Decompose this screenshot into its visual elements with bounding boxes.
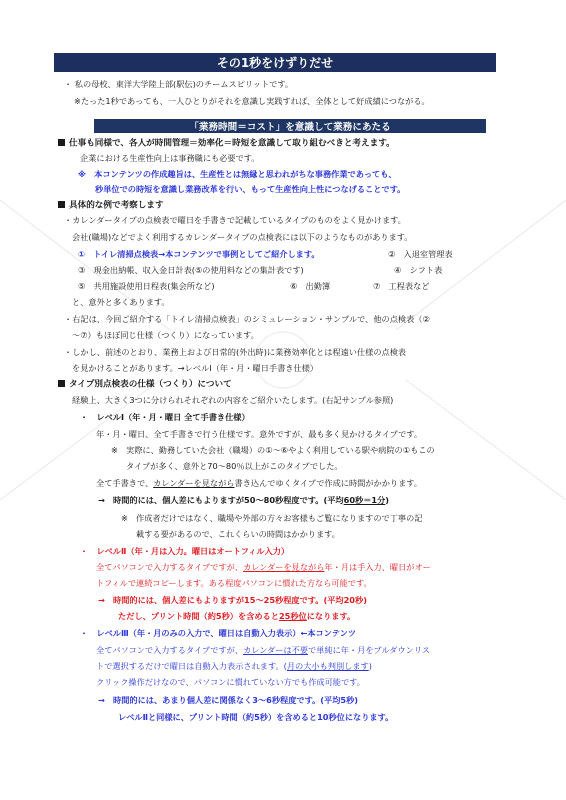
list-item-1: ① トイレ清掃点検表→本コンテンツで事例としてご紹介します。: [78, 249, 320, 259]
list-summary: と、意外と多くあります。: [72, 297, 170, 307]
level-3-heading: ・ レベルⅢ（年・月のみの入力で、曜日は自動入力表示）←本コンテンツ: [80, 628, 357, 638]
para-however-1: ・しかし、前述のとおり、業務上および日常的(外出時)に業務効率化とは程遠い仕様の点検表: [64, 347, 407, 357]
square-bullet-icon: [58, 380, 65, 387]
level-2-desc-2: トフィルで連続コピーします。ある程度パソコンに慣れた方なら可能です。: [96, 578, 372, 588]
level-1-desc-2: 全て手書きで、カレンダーを見ながら書き込んでゆくタイプで作成に時間がかかります。: [96, 478, 422, 488]
para-sample-2: ～⑦）もほぼ同じ仕様（つくり）になっています。: [72, 330, 259, 340]
level-1-note-2: タイプが多く、意外と70～80％以上がこのタイプでした。: [126, 461, 343, 471]
para-however-2: を見かけることがあります。→レベルⅠ（年・月・曜日手書き仕様）: [72, 363, 319, 373]
level-2-time: → 時間的には、個人差にもよりますが15～25秒程度です。(平均20秒): [98, 595, 367, 605]
note-purpose-1: ※ 本コンテンツの作成趣旨は、生産性とは無縁と思われがちな事務作業であっても、: [78, 169, 397, 179]
level-2-print-time: ただし、プリント時間（約5秒）を含めると25秒位になります。: [118, 611, 356, 621]
level-1-note-1: ※ 実際に、勤務していた会社（職場）の①～⑥やよく利用している駅や病院の①もこの: [111, 445, 435, 455]
para-calendar-1: ・カレンダータイプの点検表で曜日を手書きで記載しているタイプのものをよく見かけます。: [64, 215, 406, 225]
square-bullet-icon: [58, 201, 65, 208]
heading-type-specs: タイプ別点検表の仕様（つくり）について: [58, 380, 232, 389]
para-sample-1: ・右記は、今回ご紹介する「トイレ清掃点検表」のシミュレーション・サンプルで、他の点検表（②: [64, 314, 430, 324]
heading-examples: 具体的な例で考察します: [58, 201, 164, 210]
level-1-desc-1: 年・月・曜日、全て手書きで行う仕様です。意外ですが、最も多く見かけるタイプです。: [96, 429, 423, 439]
level-1-note-4: 載する要があるので、これくらいの時間はかかります。: [136, 529, 340, 539]
level-3-desc-2: トで選択するだけで曜日は自動入力表示されます。(月の大小も判別します): [96, 661, 372, 671]
heading-1-body: 企業における生産性向上は事務職にも必要です。: [80, 153, 260, 163]
intro-line-2: ※たった1秒であっても、一人ひとりがそれを意識し実践すれば、全体として好成績につながる。: [74, 96, 430, 106]
list-item-4: ④ シフト表: [394, 265, 443, 275]
intro-line-1: ・ 私の母校、東洋大学陸上部(駅伝)のチームスピリットです。: [64, 79, 294, 89]
list-item-3: ③ 現金出納帳、収入金日計表(⑤の使用料などの集計表です): [78, 265, 304, 275]
square-bullet-icon: [58, 139, 65, 146]
section-heading: 「業務時間＝コスト」を意識して業務にあたる: [94, 119, 486, 133]
note-purpose-2: 秒単位での時短を意識し業務改革を行い、もって生産性向上性につなげることです。: [95, 184, 406, 194]
level-3-time: → 時間的には、あまり個人差に関係なく3～6秒程度です。(平均5秒): [98, 695, 359, 705]
level-1-note-3: ※ 作成者だけではなく、職場や外部の方々お客様もご覧になりますので丁寧の記: [121, 513, 423, 523]
heading-business-efficiency: 仕事も同様で、各人が時間管理＝効率化＝時短を意識して取り組むべきと考えます。: [58, 139, 395, 148]
level-3-desc-3: クリック操作だけなので、パソコンに慣れていない方でも作成可能です。: [96, 677, 365, 687]
heading-3-body: 経験上、大きく3つに分けられそれぞれの内容をご紹介いたします。(右記サンプル参照): [72, 395, 394, 405]
level-3-print-time: レベルⅡと同様に、プリント時間（約5秒）を含めると10秒位になります。: [118, 712, 394, 722]
list-item-5: ⑤ 共用施設使用日程表(集会所など): [78, 281, 215, 291]
list-item-2: ② 入退室管理表: [388, 249, 453, 259]
list-item-7: ⑦ 工程表など: [373, 281, 430, 291]
level-2-heading: ・ レベルⅡ（年・月は入力。曜日はオートフィル入力）: [80, 546, 290, 556]
level-1-time: → 時間的には、個人差にもよりますが50～80秒程度です。(平均60秒＝1分): [98, 495, 390, 505]
para-calendar-2: 会社(職場)などでよく利用するカレンダータイプの点検表には以下のようなものがあります。: [72, 232, 413, 242]
level-1-heading: ・ レベルⅠ（年・月・曜日 全て手書き仕様）: [80, 412, 250, 422]
level-2-desc-1: 全てパソコンで入力するタイプですが、カレンダーを見ながら年・月は手入力、曜日がオー: [96, 562, 431, 572]
page-title: その1秒をけずりだせ: [54, 53, 496, 72]
list-item-6: ⑥ 出勤簿: [290, 281, 331, 291]
level-3-desc-1: 全てパソコンで入力するタイプですが、カレンダーは不要で単純に年・月をプルダウンリス: [96, 645, 431, 655]
